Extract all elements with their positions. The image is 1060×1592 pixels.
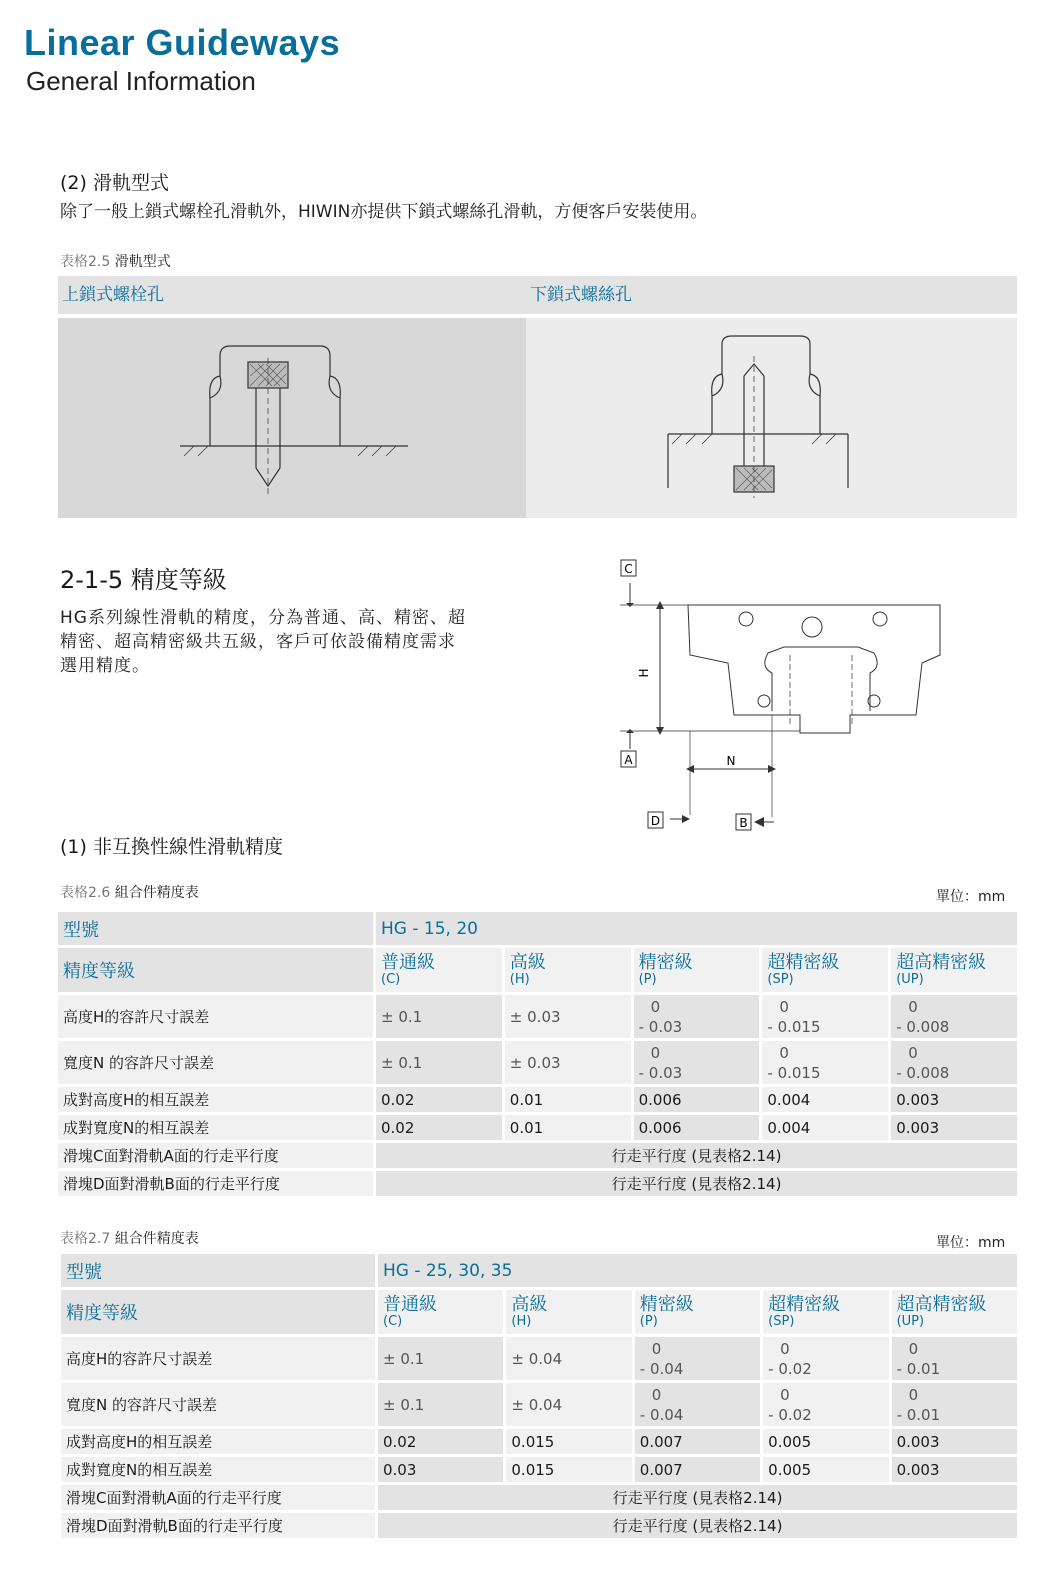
row-label: 高度H的容許尺寸誤差 <box>58 995 373 1038</box>
cell: ± 0.04 <box>506 1383 631 1426</box>
cell: 0.015 <box>506 1429 631 1454</box>
table-2-7-caption <box>60 1228 199 1248</box>
top-lock-rail-drawing <box>58 318 526 518</box>
cell: 0 - 0.015 <box>762 1041 888 1084</box>
accuracy-diagram <box>600 555 960 835</box>
cell: 0 - 0.01 <box>892 1337 1017 1380</box>
grade-header: 超精密級 (SP) <box>762 948 888 992</box>
page-subtitle: General Information <box>26 66 256 96</box>
table-row <box>61 1429 1017 1454</box>
accuracy-table-2-7 <box>58 1251 1020 1541</box>
table-row <box>61 1254 1017 1287</box>
diagram-label-d: D <box>650 814 661 828</box>
cell: 0.01 <box>505 1115 631 1140</box>
grade-header: 超精密級 (SP) <box>763 1290 888 1334</box>
cell: 0.004 <box>762 1087 888 1112</box>
grade-header: 普通級 (C) <box>378 1290 503 1334</box>
top-lock-rail-svg <box>58 318 526 518</box>
cell: 0 - 0.008 <box>891 1041 1017 1084</box>
caption-number: 表格2.6 <box>60 885 111 901</box>
accuracy-text-line: HG系列線性滑軌的精度，分為普通、高、精密、超 <box>60 608 466 628</box>
cell: ± 0.1 <box>376 1041 502 1084</box>
cell: 0.007 <box>635 1429 760 1454</box>
table-2-5-caption <box>60 251 171 271</box>
cell: 0.003 <box>892 1457 1017 1482</box>
caption-title: 滑軌型式 <box>114 254 171 270</box>
grade-header: 高級 (H) <box>506 1290 631 1334</box>
cell: 0 - 0.03 <box>634 1041 760 1084</box>
grade-label: 精度等級 <box>61 1290 375 1334</box>
row-label: 滑塊C面對滑軌A面的行走平行度 <box>58 1143 373 1168</box>
row-label: 滑塊C面對滑軌A面的行走平行度 <box>61 1485 375 1510</box>
cell: 0.007 <box>635 1457 760 1482</box>
rail-type-col2-header: 下鎖式螺絲孔 <box>526 276 1017 314</box>
non-interchangeable-heading: (1) 非互換性線性滑軌精度 <box>60 836 283 858</box>
table-row <box>58 995 1017 1038</box>
table-row <box>58 948 1017 992</box>
cell: 0 - 0.02 <box>763 1337 888 1380</box>
diagram-label-b: B <box>739 816 748 830</box>
cell: 0.003 <box>892 1429 1017 1454</box>
table-row <box>58 1143 1017 1168</box>
diagram-label-h: H <box>637 668 651 678</box>
table-row <box>61 1290 1017 1334</box>
bottom-lock-rail-drawing <box>526 318 1017 518</box>
cell: 0.003 <box>891 1115 1017 1140</box>
table-row <box>61 1513 1017 1538</box>
row-label: 高度H的容許尺寸誤差 <box>61 1337 375 1380</box>
caption-title: 組合件精度表 <box>114 1231 199 1247</box>
bottom-lock-rail-svg <box>526 318 1017 518</box>
grade-header: 超高精密級 (UP) <box>891 948 1017 992</box>
table-row <box>58 912 1017 945</box>
cell: ± 0.1 <box>376 995 502 1038</box>
parallelism-cell: 行走平行度 (見表格2.14) <box>378 1513 1017 1538</box>
grade-label: 精度等級 <box>58 948 373 992</box>
parallelism-cell: 行走平行度 (見表格2.14) <box>376 1171 1017 1196</box>
row-label: 成對寬度N的相互誤差 <box>58 1115 373 1140</box>
rail-type-text: 除了一般上鎖式螺栓孔滑軌外，HIWIN亦提供下鎖式螺絲孔滑軌，方便客戶安裝使用。 <box>60 202 708 222</box>
table-row <box>61 1383 1017 1426</box>
parallelism-cell: 行走平行度 (見表格2.14) <box>376 1143 1017 1168</box>
cell: 0.006 <box>634 1087 760 1112</box>
cell: 0 - 0.04 <box>635 1383 760 1426</box>
cell: 0.005 <box>763 1429 888 1454</box>
cell: 0 - 0.03 <box>634 995 760 1038</box>
row-label: 寬度N 的容許尺寸誤差 <box>58 1041 373 1084</box>
cell: ± 0.03 <box>505 1041 631 1084</box>
cell: 0.03 <box>378 1457 503 1482</box>
grade-header: 精密級 (P) <box>635 1290 760 1334</box>
cell: 0.02 <box>376 1087 502 1112</box>
table-row <box>58 1171 1017 1196</box>
row-label: 滑塊D面對滑軌B面的行走平行度 <box>58 1171 373 1196</box>
caption-number: 表格2.5 <box>60 254 111 270</box>
cell: 0 - 0.008 <box>891 995 1017 1038</box>
table-2-7-unit: 單位：mm <box>936 1235 1006 1251</box>
table-row <box>61 1485 1017 1510</box>
cell: 0.02 <box>376 1115 502 1140</box>
cell: ± 0.1 <box>378 1337 503 1380</box>
caption-number: 表格2.7 <box>60 1231 111 1247</box>
accuracy-text-line: 精密、超高精密級共五級，客戶可依設備精度需求 <box>60 632 456 652</box>
parallelism-cell: 行走平行度 (見表格2.14) <box>378 1485 1017 1510</box>
row-label: 滑塊D面對滑軌B面的行走平行度 <box>61 1513 375 1538</box>
cell: 0 - 0.015 <box>762 995 888 1038</box>
table-row <box>61 1457 1017 1482</box>
grade-header: 高級 (H) <box>505 948 631 992</box>
table-row <box>61 1337 1017 1380</box>
caption-title: 組合件精度表 <box>114 885 199 901</box>
table-row <box>58 1115 1017 1140</box>
cell: 0.006 <box>634 1115 760 1140</box>
table-2-6-unit: 單位：mm <box>936 889 1006 905</box>
rail-type-col1-header: 上鎖式螺栓孔 <box>58 276 526 314</box>
table-2-6-caption <box>60 882 199 902</box>
page-title: Linear Guideways <box>24 22 341 63</box>
grade-header: 精密級 (P) <box>634 948 760 992</box>
cell: ± 0.1 <box>378 1383 503 1426</box>
accuracy-text <box>60 606 466 678</box>
cell: 0.02 <box>378 1429 503 1454</box>
accuracy-text-line: 選用精度。 <box>60 656 150 676</box>
model-label: 型號 <box>58 912 373 945</box>
accuracy-diagram-svg <box>600 555 960 835</box>
cell: 0.004 <box>762 1115 888 1140</box>
diagram-label-n: N <box>726 754 736 768</box>
row-label: 成對高度H的相互誤差 <box>61 1429 375 1454</box>
grade-header: 普通級 (C) <box>376 948 502 992</box>
row-label: 寬度N 的容許尺寸誤差 <box>61 1383 375 1426</box>
row-label: 成對高度H的相互誤差 <box>58 1087 373 1112</box>
table-row <box>58 1041 1017 1084</box>
accuracy-heading: 2-1-5 精度等級 <box>60 566 227 594</box>
accuracy-table-2-6 <box>55 909 1020 1199</box>
model-value: HG - 15, 20 <box>376 912 1017 945</box>
cell: 0 - 0.02 <box>763 1383 888 1426</box>
cell: 0.003 <box>891 1087 1017 1112</box>
table-row <box>58 1087 1017 1112</box>
grade-header: 超高精密級 (UP) <box>892 1290 1017 1334</box>
cell: 0.01 <box>505 1087 631 1112</box>
diagram-label-c: C <box>624 562 633 576</box>
cell: 0 - 0.04 <box>635 1337 760 1380</box>
model-label: 型號 <box>61 1254 375 1287</box>
cell: 0.015 <box>506 1457 631 1482</box>
cell: 0 - 0.01 <box>892 1383 1017 1426</box>
model-value: HG - 25, 30, 35 <box>378 1254 1017 1287</box>
row-label: 成對寬度N的相互誤差 <box>61 1457 375 1482</box>
cell: ± 0.04 <box>506 1337 631 1380</box>
cell: ± 0.03 <box>505 995 631 1038</box>
diagram-label-a: A <box>624 753 633 767</box>
rail-type-heading: (2) 滑軌型式 <box>60 172 169 194</box>
cell: 0.005 <box>763 1457 888 1482</box>
